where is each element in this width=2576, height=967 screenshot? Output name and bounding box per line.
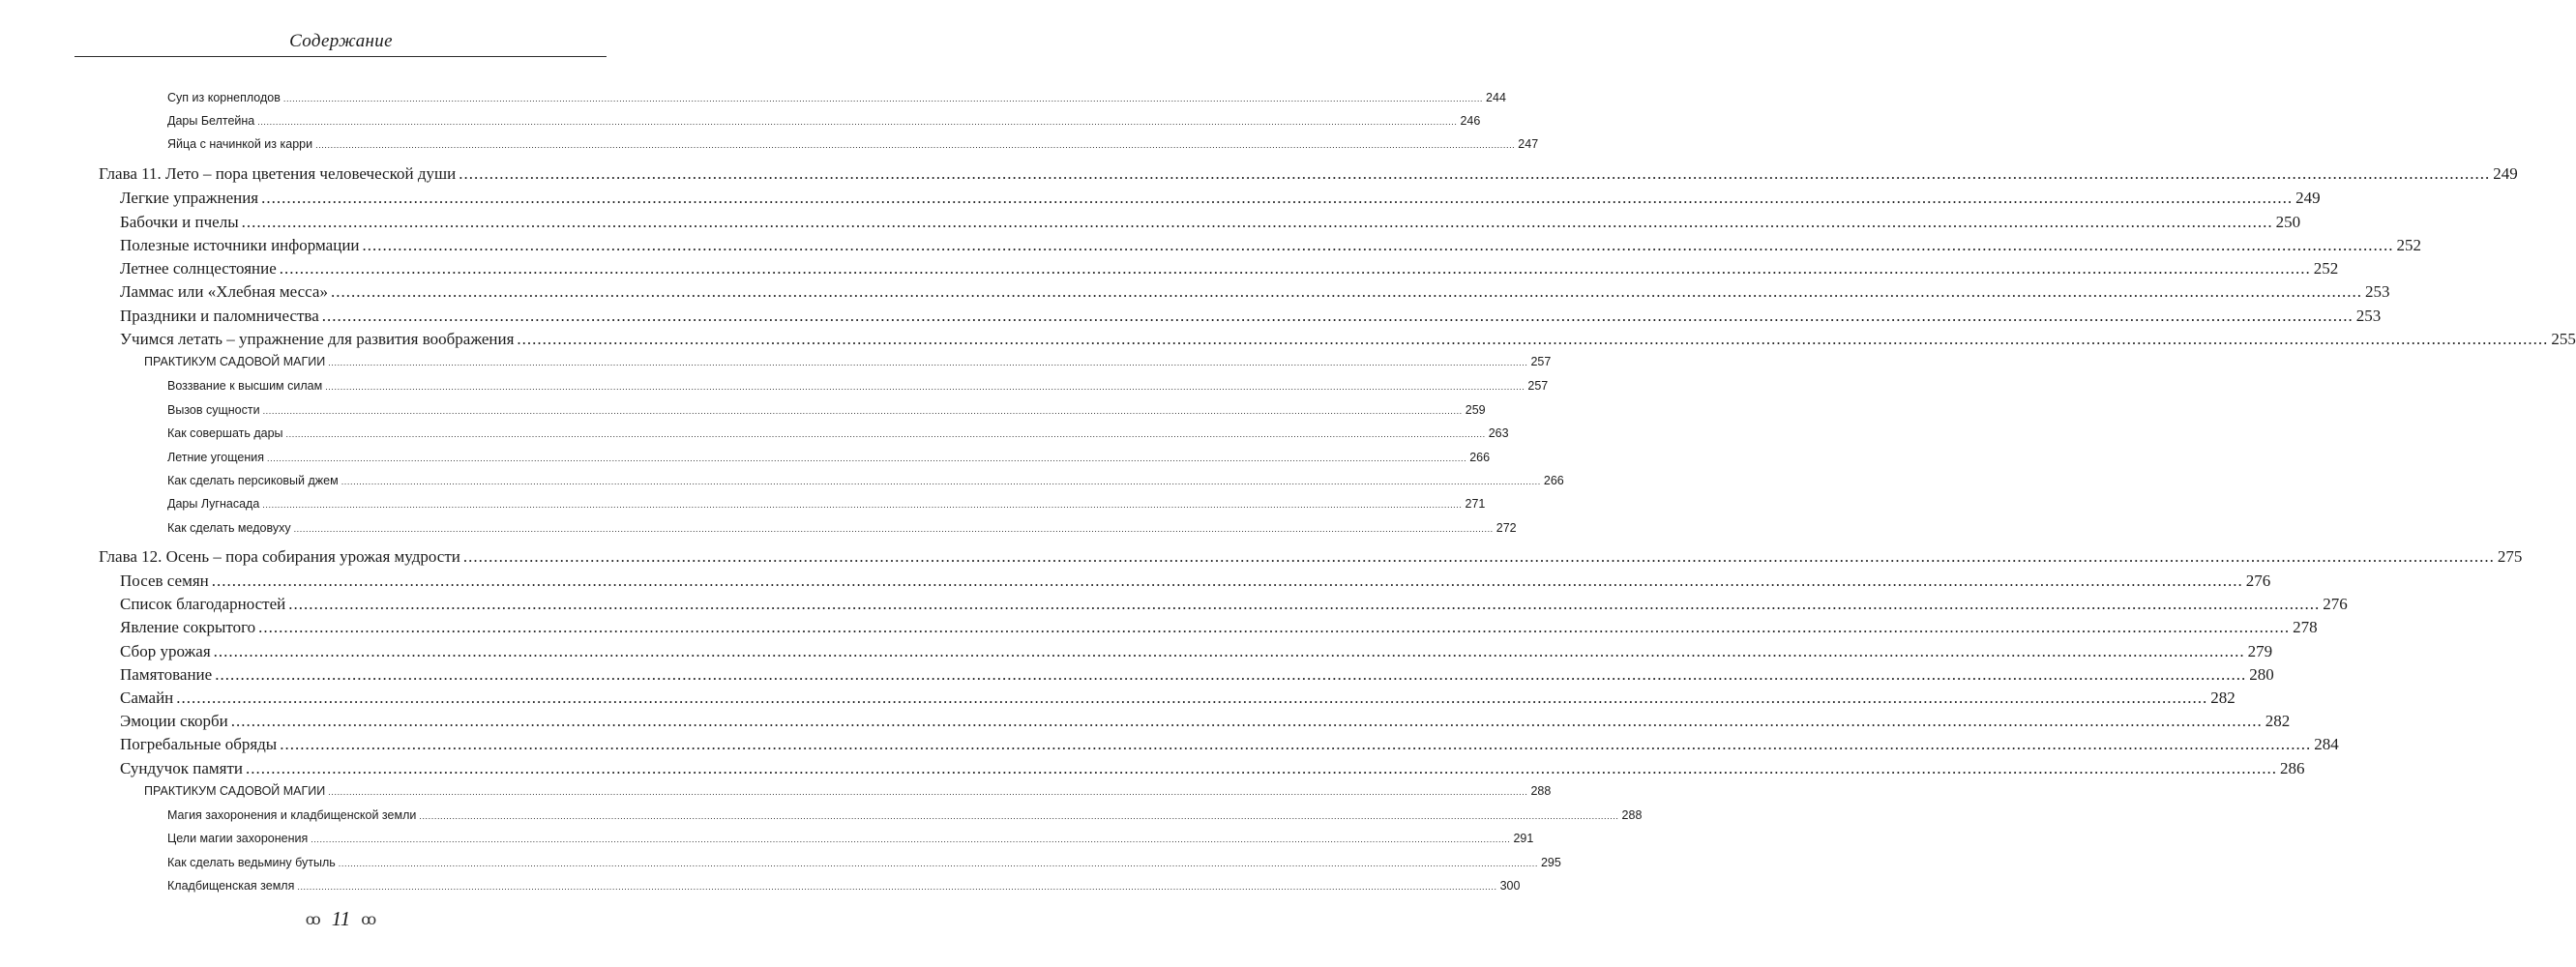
dot-leader: ................................................................................................................................................................................................................................................................................................................................................................................................................ — [328, 787, 1528, 797]
toc-entry-section — [120, 759, 2305, 778]
toc-entry-section — [120, 189, 2321, 208]
toc-entry-title: Учимся летать – упражнение для развития воображения — [120, 330, 515, 348]
toc-entry-page: 288 — [1530, 784, 1552, 798]
dot-leader: ................................................................................................................................................................................................................................................................................................................................................................................................................ — [176, 689, 2208, 707]
page-footer — [0, 907, 682, 931]
toc-entry-page: 253 — [2355, 307, 2382, 325]
toc-entry-page: 263 — [1488, 426, 1509, 440]
dot-leader: ................................................................................................................................................................................................................................................................................................................................................................................................................ — [459, 164, 2491, 183]
toc-entry-chapter — [99, 164, 2518, 184]
toc-entry-page: 253 — [2364, 282, 2390, 301]
ornament-left-icon: ꝏ — [305, 912, 321, 928]
dot-leader: ................................................................................................................................................................................................................................................................................................................................................................................................................ — [325, 382, 1525, 392]
toc-entry-item — [167, 856, 1561, 869]
dot-leader: ................................................................................................................................................................................................................................................................................................................................................................................................................ — [230, 712, 2263, 730]
toc-entry-title: Летнее солнцестояние — [120, 259, 277, 278]
toc-entry-item — [167, 474, 1564, 487]
toc-entry-section — [120, 618, 2318, 637]
dot-leader: ................................................................................................................................................................................................................................................................................................................................................................................................................ — [262, 406, 1463, 416]
dot-leader: ................................................................................................................................................................................................................................................................................................................................................................................................................ — [362, 236, 2394, 254]
toc-entry-page: 291 — [1513, 832, 1534, 845]
dot-leader: ................................................................................................................................................................................................................................................................................................................................................................................................................ — [258, 618, 2291, 636]
toc-entry-title: Список благодарностей — [120, 595, 286, 613]
ornament-right-icon: ꝏ — [361, 912, 377, 928]
toc-entry-page: 300 — [1499, 879, 1521, 893]
dot-leader: ................................................................................................................................................................................................................................................................................................................................................................................................................ — [285, 429, 1486, 439]
toc-entry-title: ПРАКТИКУМ САДОВОЙ МАГИИ — [144, 784, 326, 798]
toc-entry-page: 249 — [2493, 164, 2518, 183]
dot-leader: ................................................................................................................................................................................................................................................................................................................................................................................................................ — [279, 259, 2311, 278]
dot-leader: ................................................................................................................................................................................................................................................................................................................................................................................................................ — [211, 571, 2243, 590]
toc-entry-title: Глава 12. Осень – пора собирания урожая мудрости — [99, 547, 460, 566]
toc-entry-section — [120, 735, 2339, 754]
toc-entry-page: 246 — [1460, 114, 1481, 128]
toc-entry-section — [120, 712, 2291, 731]
toc-entry-page: 276 — [2245, 571, 2271, 590]
toc-entry-practicum — [144, 784, 1552, 798]
toc-entry-page: 271 — [1465, 497, 1486, 511]
toc-entry-page: 276 — [2323, 595, 2348, 613]
dot-leader: ................................................................................................................................................................................................................................................................................................................................................................................................................ — [293, 524, 1494, 534]
dot-leader: ................................................................................................................................................................................................................................................................................................................................................................................................................ — [280, 735, 2312, 753]
toc-entry-title: Посев семян — [120, 571, 209, 590]
toc-entry-page: 247 — [1518, 137, 1539, 151]
dot-leader: ................................................................................................................................................................................................................................................................................................................................................................................................................ — [419, 811, 1619, 821]
toc-entry-title: Глава 11. Лето – пора цветения человеческой души — [99, 164, 457, 183]
dot-leader: ................................................................................................................................................................................................................................................................................................................................................................................................................ — [328, 358, 1528, 367]
toc-entry-section — [120, 665, 2274, 685]
toc-entry-item — [167, 114, 1481, 128]
dot-leader: ................................................................................................................................................................................................................................................................................................................................................................................................................ — [262, 500, 1463, 510]
dot-leader: ................................................................................................................................................................................................................................................................................................................................................................................................................ — [245, 759, 2277, 777]
dot-leader: ................................................................................................................................................................................................................................................................................................................................................................................................................ — [311, 835, 1511, 844]
toc-entry-title: Легкие упражнения — [120, 189, 259, 207]
toc-entry-title: Сбор урожая — [120, 642, 211, 660]
toc-entry-title: Бабочки и пчелы — [120, 213, 239, 231]
toc-entry-practicum — [144, 355, 1552, 368]
toc-entry-title: Воззвание к высшим силам — [167, 379, 323, 393]
dot-leader: ................................................................................................................................................................................................................................................................................................................................................................................................................ — [315, 140, 1516, 150]
toc-entry-page: 278 — [2293, 618, 2318, 636]
toc-entry-page: 275 — [2497, 547, 2523, 566]
dot-leader: ................................................................................................................................................................................................................................................................................................................................................................................................................ — [338, 859, 1538, 868]
dot-leader: ................................................................................................................................................................................................................................................................................................................................................................................................................ — [341, 477, 1541, 486]
toc-entry-title: Погребальные обряды — [120, 735, 278, 753]
toc-entry-title: Вызов сущности — [167, 403, 260, 417]
toc-entry-section — [120, 282, 2390, 302]
toc-entry-item — [167, 521, 1517, 535]
toc-entry-title: Яйца с начинкой из карри — [167, 137, 313, 151]
toc-entry-page: 286 — [2279, 759, 2305, 777]
toc-entry-item — [167, 91, 1506, 104]
toc-entry-item — [167, 879, 1521, 893]
toc-entry-item — [167, 403, 1486, 417]
toc-entry-item — [167, 137, 1539, 151]
toc-entry-title: Сундучок памяти — [120, 759, 243, 777]
dot-leader: ................................................................................................................................................................................................................................................................................................................................................................................................................ — [261, 189, 2294, 207]
toc-entry-section — [120, 571, 2271, 591]
toc-entry-page: 252 — [2396, 236, 2422, 254]
dot-leader: ................................................................................................................................................................................................................................................................................................................................................................................................................ — [517, 330, 2549, 348]
toc-entry-title: Явление сокрытого — [120, 618, 256, 636]
toc-entry-page: 288 — [1621, 808, 1643, 822]
toc-entry-title: ПРАКТИКУМ САДОВОЙ МАГИИ — [144, 355, 326, 368]
dot-leader: ................................................................................................................................................................................................................................................................................................................................................................................................................ — [215, 665, 2247, 684]
toc-entry-item — [167, 379, 1549, 393]
toc-entry-title: Суп из корнеплодов — [167, 91, 281, 104]
dot-leader: ................................................................................................................................................................................................................................................................................................................................................................................................................ — [297, 882, 1497, 892]
toc-entry-title: Кладбищенская земля — [167, 879, 295, 893]
dot-leader: ................................................................................................................................................................................................................................................................................................................................................................................................................ — [330, 282, 2362, 301]
toc-entry-page: 257 — [1530, 355, 1552, 368]
toc-entry-title: Как совершать дары — [167, 426, 283, 440]
dot-leader: ................................................................................................................................................................................................................................................................................................................................................................................................................ — [282, 94, 1484, 103]
toc-entry-title: Памятование — [120, 665, 213, 684]
dot-leader: ................................................................................................................................................................................................................................................................................................................................................................................................................ — [288, 595, 2321, 613]
toc-entry-section — [120, 689, 2235, 708]
toc-entry-title: Эмоции скорби — [120, 712, 228, 730]
toc-entry-page: 244 — [1486, 91, 1506, 104]
dot-leader: ................................................................................................................................................................................................................................................................................................................................................................................................................ — [462, 547, 2495, 566]
dot-leader: ................................................................................................................................................................................................................................................................................................................................................................................................................ — [257, 117, 1458, 127]
toc-entry-section — [120, 595, 2348, 614]
toc-entry-page: 257 — [1527, 379, 1549, 393]
dot-leader: ................................................................................................................................................................................................................................................................................................................................................................................................................ — [321, 307, 2354, 325]
header-rule — [74, 56, 607, 57]
dot-leader: ................................................................................................................................................................................................................................................................................................................................................................................................................ — [267, 454, 1467, 463]
toc-entry-title: Как сделать медовуху — [167, 521, 291, 535]
toc-entry-title: Как сделать ведьмину бутыль — [167, 856, 336, 869]
running-head: Содержание — [289, 31, 393, 51]
toc-entry-section — [120, 642, 2273, 661]
dot-leader: ................................................................................................................................................................................................................................................................................................................................................................................................................ — [241, 213, 2273, 231]
toc-entry-section — [120, 307, 2382, 326]
page-number: 11 — [331, 907, 351, 930]
toc-entry-section — [120, 330, 2576, 349]
toc-entry-title: Ламмас или «Хлебная месса» — [120, 282, 328, 301]
toc-entry-title: Праздники и паломничества — [120, 307, 319, 325]
dot-leader: ................................................................................................................................................................................................................................................................................................................................................................................................................ — [213, 642, 2245, 660]
toc-entry-page: 250 — [2275, 213, 2301, 231]
toc-entry-title: Как сделать персиковый джем — [167, 474, 339, 487]
toc-entry-title: Дары Лугнасада — [167, 497, 260, 511]
toc-entry-item — [167, 426, 1509, 440]
toc-entry-page: 282 — [2265, 712, 2291, 730]
toc-entry-title: Цели магии захоронения — [167, 832, 309, 845]
toc-entry-section — [120, 213, 2301, 232]
toc-entry-page: 266 — [1469, 451, 1491, 464]
toc-entry-section — [120, 259, 2339, 278]
toc-entry-page: 259 — [1465, 403, 1486, 417]
toc-entry-page: 266 — [1543, 474, 1564, 487]
toc-entry-title: Летние угощения — [167, 451, 265, 464]
toc-entry-page: 249 — [2295, 189, 2321, 207]
toc-entry-item — [167, 497, 1486, 511]
toc-entry-item — [167, 451, 1491, 464]
toc-entry-title: Полезные источники информации — [120, 236, 360, 254]
toc-entry-page: 272 — [1495, 521, 1517, 535]
toc-entry-title: Дары Белтейна — [167, 114, 255, 128]
toc-entry-page: 284 — [2314, 735, 2339, 753]
toc-entry-item — [167, 832, 1534, 845]
toc-entry-page: 282 — [2210, 689, 2235, 707]
toc-entry-page: 295 — [1540, 856, 1561, 869]
toc-entry-title: Самайн — [120, 689, 174, 707]
toc-entry-page: 280 — [2249, 665, 2274, 684]
toc-entry-title: Магия захоронения и кладбищенской земли — [167, 808, 417, 822]
toc-entry-section — [120, 236, 2422, 255]
toc-entry-page: 279 — [2247, 642, 2273, 660]
toc-entry-page: 252 — [2313, 259, 2339, 278]
toc-entry-page: 255 — [2551, 330, 2576, 348]
toc-entry-chapter — [99, 547, 2523, 567]
toc-entry-item — [167, 808, 1643, 822]
